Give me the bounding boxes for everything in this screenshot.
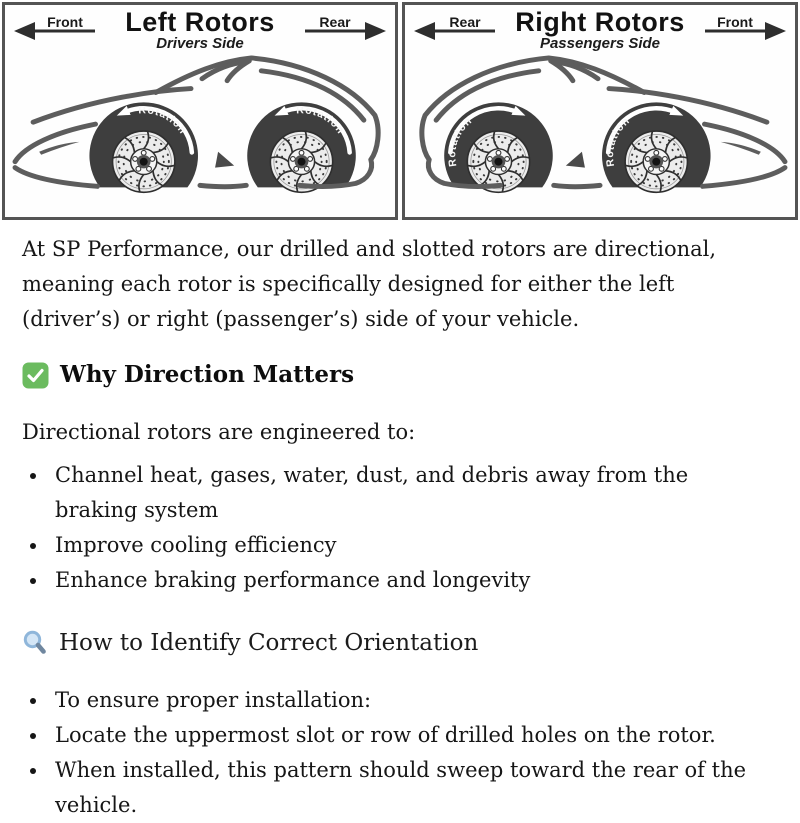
check-mark-icon [22,362,49,389]
list-item: • Improve cooling efficiency [49,528,765,563]
list-item: • To ensure proper installation: [49,683,765,718]
intro-paragraph: At SP Performance, our drilled and slotted rotors are directional, meaning each rotor is specifically designed for either the left (driver’s) or right (passenger’s) side of your vehicle. [22,237,717,331]
section-heading-how [22,628,776,658]
rear-right-arrow-icon [303,13,387,43]
lead-paragraph: Directional rotors are engineered to: [22,420,416,444]
rotation-label: Rotation [604,115,633,168]
panel-title: Left Rotors [125,7,275,37]
front-right-arrow-icon [703,13,787,43]
rotation-label: Rotation [447,115,475,168]
arrow-label: Rear [449,14,481,30]
panel-title: Right Rotors [515,7,685,37]
arrow-label: Front [47,14,83,30]
list-item: • Channel heat, gases, water, dust, and debris away from the braking system [49,458,765,528]
article [0,220,800,823]
section-title: How to Identify Correct Orientation [59,630,479,656]
left-panel-header [5,5,395,55]
right-rotors-panel [402,2,798,220]
rotation-label: Rotation [296,105,346,137]
orientation-list [22,683,765,823]
section-heading-why [22,360,776,390]
section-title: Why Direction Matters [60,361,355,388]
benefits-list [22,458,765,598]
panel-subtitle: Passengers Side [539,35,661,52]
arrow-label: Front [717,14,753,30]
list-item: • When installed, this pattern should sweep toward the rear of the vehicle. [49,753,765,823]
left-rotors-panel [2,2,398,220]
list-item: • Enhance braking performance and longevity [49,563,765,598]
right-panel-header [405,5,795,55]
rotor-direction-figure [0,0,800,220]
right-car-diagram [405,55,795,214]
panel-subtitle: Drivers Side [156,35,244,52]
arrow-label: Rear [319,14,351,30]
left-car-diagram [5,55,395,214]
list-item: • Locate the uppermost slot or row of drilled holes on the rotor. [49,718,765,753]
magnifying-glass-icon [22,629,48,657]
rotation-label: Rotation [138,105,189,137]
